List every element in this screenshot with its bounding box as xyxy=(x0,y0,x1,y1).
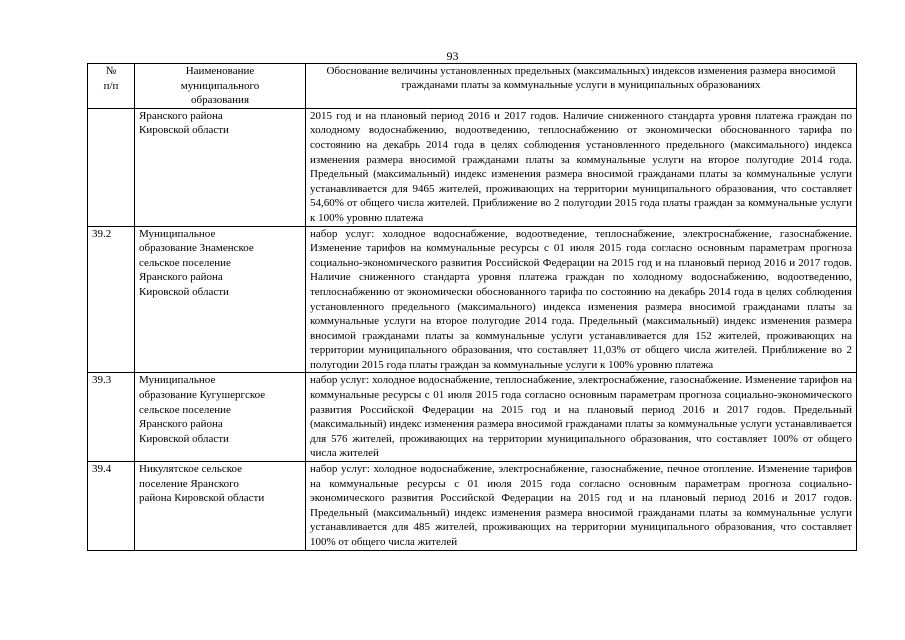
row-number: 39.4 xyxy=(88,462,135,551)
header-justification: Обоснование величины установленных предельных (максимальных) индексов изменения размера вносимой гражданами платы за коммунальные услуги в муниципальных образованиях xyxy=(306,64,857,109)
table-header-row xyxy=(88,64,857,109)
row-municipality: Яранского района Кировской области xyxy=(135,108,306,226)
table-row xyxy=(88,373,857,462)
row-justification: 2015 год и на плановый период 2016 и 2017 годов. Наличие сниженного стандарта уровня платежа граждан по холодному водоснабжению, водоотведению, теплоснабжению от экономически обоснованного тарифа по состоянию на декабрь 2014 года в целях соблюдения установленного предельного (максимального) индекса изменения размера вносимой гражданами платы за коммунальные услуги на второе полугодие 2014 года. Предельный (максимальный) индекс изменения размера вносимой гражданами платы за коммунальные услуги устанавливается для 9465 жителей, проживающих на территории муниципального образования, что составляет 54,60% от общего числа жителей. Приближение во 2 полугодии 2015 года платы граждан за коммунальные услуги к 100% уровню платежа xyxy=(306,108,857,226)
row-number xyxy=(88,108,135,226)
table-row xyxy=(88,108,857,226)
page-number: 93 xyxy=(446,49,459,63)
row-justification: набор услуг: холодное водоснабжение, теплоснабжение, электроснабжение, газоснабжение. Изменение тарифов на коммунальные ресурсы с 01 июля 2015 года согласно основным параметрам прогноза социально-экономического развития Российской Федерации на 2015 год и на плановый период 2016 и 2017 годов. Предельный (максимальный) индекс изменения размера вносимой гражданами платы за коммунальные услуги устанавливается для 576 жителей, проживающих на территории муниципального образования, что составляет 100% от общего числа жителей xyxy=(306,373,857,462)
row-number: 39.2 xyxy=(88,226,135,373)
row-justification: набор услуг: холодное водоснабжение, водоотведение, теплоснабжение, электроснабжение, газоснабжение. Изменение тарифов на коммунальные ресурсы с 01 июля 2015 года согласно основным параметрам прогноза социально-экономического развития Российской Федерации на 2015 год и на плановый период 2016 и 2017 годов. Наличие сниженного стандарта уровня платежа граждан по холодному водоснабжению, водоотведению, теплоснабжению от экономически обоснованного тарифа по состоянию на декабрь 2014 года в целях соблюдения установленного предельного (максимального) индекса изменения размера вносимой гражданами платы за коммунальные услуги на второе полугодие 2014 года. Предельный (максимальный) индекс изменения размера вносимой гражданами платы за коммунальные услуги устанавливается для 152 жителей, проживающих на территории муниципального образования, что составляет 11,03% от общего числа жителей. Приближение во 2 полугодии 2015 года платы граждан за коммунальные услуги к 100% уровню платежа xyxy=(306,226,857,373)
row-municipality: Муниципальное образование Кугушергское сельское поселение Яранского района Кировской области xyxy=(135,373,306,462)
row-number: 39.3 xyxy=(88,373,135,462)
table-row xyxy=(88,226,857,373)
row-municipality: Муниципальное образование Знаменское сельское поселение Яранского района Кировской области xyxy=(135,226,306,373)
row-municipality: Никулятское сельское поселение Яранского района Кировской области xyxy=(135,462,306,551)
header-municipality-name: Наименование муниципального образования xyxy=(135,64,306,109)
row-justification: набор услуг: холодное водоснабжение, электроснабжение, газоснабжение, печное отопление. Изменение тарифов на коммунальные ресурсы с 01 июля 2015 года согласно основным параметрам прогноза социально-экономического развития Российской Федерации на 2015 год и на плановый период 2016 и 2017 годов. Предельный (максимальный) индекс изменения размера вносимой гражданами платы за коммунальные услуги устанавливается для 485 жителей, проживающих на территории муниципального образования, что составляет 100% от общего числа жителей xyxy=(306,462,857,551)
header-number: № п/п xyxy=(88,64,135,109)
tariff-index-table xyxy=(87,63,857,551)
table-row xyxy=(88,462,857,551)
